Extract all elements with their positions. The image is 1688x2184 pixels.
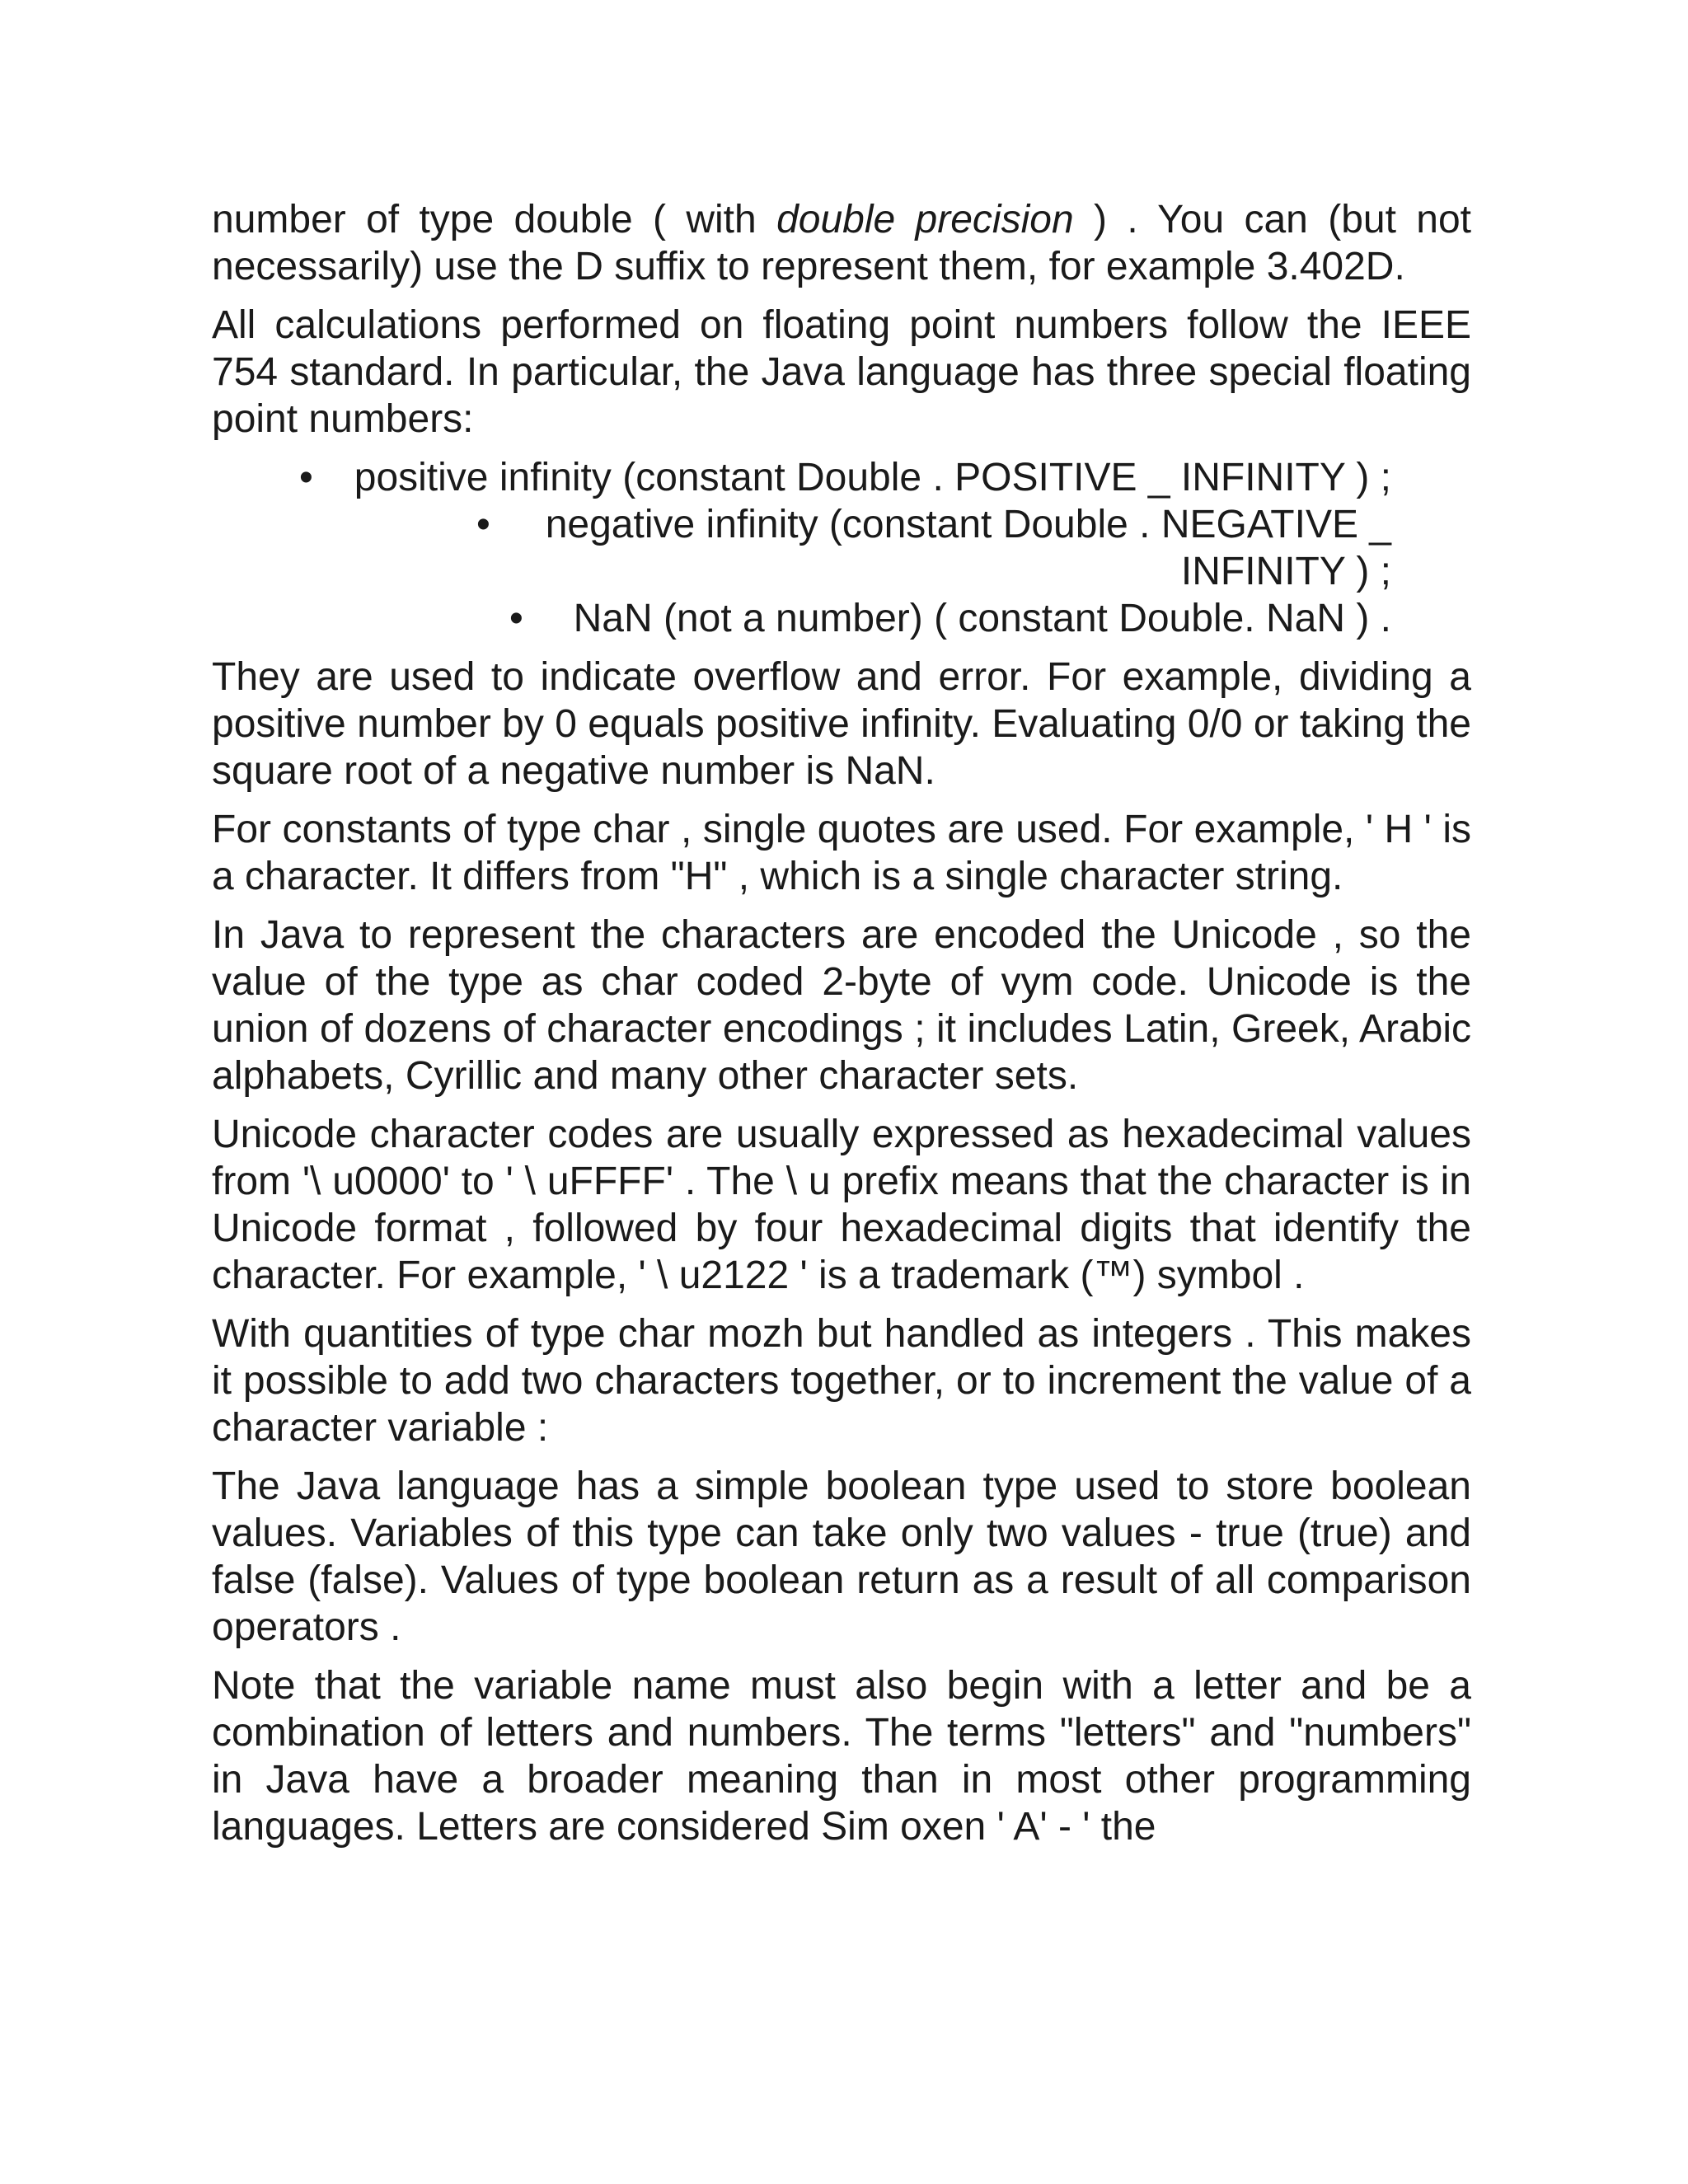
paragraph-boolean-type: The Java language has a simple boolean type used to store boolean values. Variables of this type can take only two values - true (true) and false (false). Values of type boolean return as a result of all comparison operators . — [212, 1465, 1471, 1649]
bullet-icon: • — [476, 503, 490, 546]
paragraph-variable-names: Note that the variable name must also begin with a letter and be a combination of letters and numbers. The terms "letters" and "numbers" in Java have a broader meaning than in most other programming languages. Letters are considered Sim oxen ' A' - ' the — [212, 1664, 1471, 1849]
document-body — [212, 196, 1471, 1862]
paragraph-double-precision — [212, 196, 1471, 290]
special-values-list — [212, 454, 1471, 642]
emphasis-text: double precision — [776, 198, 1074, 241]
list-item-nan — [212, 595, 1471, 642]
bullet-icon: • — [509, 597, 523, 640]
list-item-positive-infinity — [212, 454, 1471, 501]
paragraph-text: ) . You can (but not necessarily) use the D suffix to represent them, for example 3.402D. — [212, 198, 1472, 288]
list-item-text: NaN (not a number) ( constant Double. NaN ) . — [573, 597, 1391, 640]
paragraph-overflow-error: They are used to indicate overflow and error. For example, dividing a positive number by 0 equals positive infinity. Evaluating 0/0 or taking the square root of a negative number is NaN. — [212, 655, 1471, 793]
list-item-text: positive infinity (constant Double . POSITIVE _ INFINITY ) ; — [354, 456, 1391, 499]
paragraph-char-constants: For constants of type char , single quotes are used. For example, ' H ' is a character. It differs from "H" , which is a single character string. — [212, 808, 1471, 898]
paragraph-ieee-754: All calculations performed on floating point numbers follow the IEEE 754 standard. In particular, the Java language has three special floating point numbers: — [212, 303, 1471, 441]
bullet-icon: • — [299, 456, 313, 499]
list-item-negative-infinity — [212, 501, 1471, 595]
list-item-text: negative infinity (constant Double . NEGATIVE _ INFINITY ) ; — [545, 503, 1391, 593]
paragraph-char-integers: With quantities of type char mozh but handled as integers . This makes it possible to add two characters together, or to increment the value of a character variable : — [212, 1312, 1471, 1450]
paragraph-unicode-codes: Unicode character codes are usually expressed as hexadecimal values from '\ u0000' to ' \ uFFFF' . The \ u prefix means that the character is in Unicode format , followed by four hexadecimal digits that identify the character. For example, ' \ u2122 ' is a trademark (™) symbol . — [212, 1113, 1471, 1297]
paragraph-text: number of type double ( with — [212, 198, 777, 241]
paragraph-unicode-encoding: In Java to represent the characters are encoded the Unicode , so the value of the type as char coded 2-byte of vym code. Unicode is the union of dozens of character encodings ; it includes Latin, Greek, Arabic alphabets, Cyrillic and many other character sets. — [212, 913, 1471, 1098]
